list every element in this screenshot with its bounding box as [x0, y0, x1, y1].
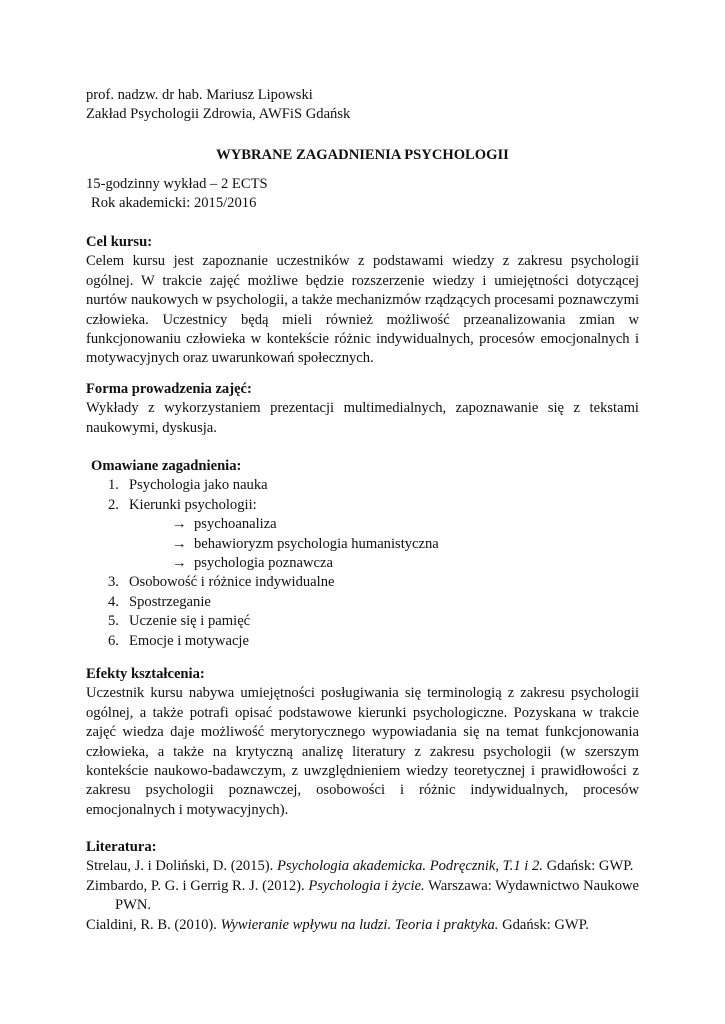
list-number: 2.: [108, 496, 119, 513]
list-number: 4.: [108, 593, 119, 610]
topic-label: Kierunki psychologii:: [129, 496, 257, 513]
subtopic-label: psychoanaliza: [194, 516, 277, 533]
entry-publisher: Gdańsk: GWP.: [502, 916, 589, 933]
subtopic-label: psychologia poznawcza: [194, 555, 333, 572]
learning-outcomes-heading: Efekty kształcenia:: [86, 666, 205, 682]
course-goal-section: [86, 233, 639, 369]
topic-label: Psychologia jako nauka: [129, 477, 268, 494]
topic-label: Osobowość i różnice indywidualne: [129, 574, 335, 591]
arrow-icon: →: [172, 555, 187, 572]
literature-entry: [86, 877, 639, 916]
list-item: [86, 476, 639, 495]
list-number: 6.: [108, 632, 119, 649]
topics-section: [86, 457, 639, 651]
topic-label: Emocje i motywacje: [129, 632, 249, 649]
entry-publisher: Gdańsk: GWP.: [546, 858, 634, 875]
topics-heading: Omawiane zagadnienia:: [91, 458, 242, 474]
literature-heading: Literatura:: [86, 839, 157, 855]
topic-label: Uczenie się i pamięć: [129, 613, 251, 630]
list-item: [86, 632, 639, 651]
author-block: [86, 86, 639, 125]
department-name: Zakład Psychologii Zdrowia, AWFiS Gdańsk: [86, 106, 351, 123]
list-item: [86, 554, 639, 573]
course-hours: 15-godzinny wykład – 2 ECTS: [86, 176, 268, 192]
list-number: 1.: [108, 477, 119, 494]
list-item: [86, 535, 639, 554]
list-item: [86, 612, 639, 631]
course-goal-heading: Cel kursu:: [86, 234, 153, 250]
document-title: WYBRANE ZAGADNIENIA PSYCHOLOGII: [216, 147, 509, 163]
literature-entry: [86, 857, 639, 876]
learning-outcomes-section: [86, 665, 639, 820]
entry-title: Wywieranie wpływu na ludzi. Teoria i praktyka.: [220, 916, 499, 933]
entry-authors: Zimbardo, P. G. i Gerrig R. J. (2012).: [86, 877, 305, 894]
list-item: [86, 593, 639, 612]
topic-label: Spostrzeganie: [129, 593, 211, 610]
arrow-icon: →: [172, 535, 187, 552]
list-item: [86, 573, 639, 592]
entry-title: Psychologia akademicka. Podręcznik, T.1 i 2.: [276, 858, 543, 875]
literature-section: [86, 838, 639, 935]
course-info: [86, 175, 639, 214]
class-form-heading: Forma prowadzenia zajęć:: [86, 381, 252, 397]
entry-publisher: Warszawa: Wydawnictwo Naukowe PWN.: [115, 877, 640, 914]
academic-year: Rok akademicki: 2015/2016: [91, 195, 257, 212]
class-form-text: Wykłady z wykorzystaniem prezentacji multimedialnych, zapoznawanie się z tekstami naukowymi, dyskusja.: [86, 400, 639, 436]
course-goal-text: Celem kursu jest zapoznanie uczestników z podstawami wiedzy z zakresu psychologii ogólnej. W trakcie zajęć możliwe będzie rozszerzenie wiedzy i umiejętności dotyczącej nurtów naukowych w psychologii, a także mechanizmów rządzących procesami poznawczymi człowieka. Uczestnicy będą mieli również możliwość przeanalizowania zmian w funkcjonowaniu człowieka w kontekście różnic indywidualnych, procesów emocjonalnych i motywacyjnych oraz uwarunkowań społecznych.: [86, 253, 639, 367]
list-item: [86, 496, 639, 515]
entry-authors: Strelau, J. i Doliński, D. (2015).: [86, 858, 274, 875]
arrow-icon: →: [172, 516, 187, 533]
subtopic-label: behawioryzm psychologia humanistyczna: [194, 535, 439, 552]
entry-title: Psychologia i życie.: [308, 877, 425, 894]
entry-authors: Cialdini, R. B. (2010).: [86, 916, 217, 933]
class-form-section: [86, 380, 639, 438]
list-item: [86, 515, 639, 534]
author-name: prof. nadzw. dr hab. Mariusz Lipowski: [86, 87, 313, 103]
topics-list: [86, 476, 639, 651]
literature-entry: [86, 916, 639, 935]
list-number: 5.: [108, 613, 119, 630]
learning-outcomes-text: Uczestnik kursu nabywa umiejętności posługiwania się terminologią z zakresu psychologii ogólnej, a także potrafi opisać podstawowe kierunki psychologiczne. Pozyskana w trakcie zajęć wiedza daje możliwość merytorycznego wypowiadania się na temat funkcjonowania człowieka, a także na krytyczną analizę literatury z zakresu psychologii (w szerszym kontekście naukowo-badawczym, z uwzględnieniem wiedzy teoretycznej i prawidłowości z zakresu psychologii poznawczej, osobowości i różnic indywidualnych, procesów emocjonalnych i motywacyjnych).: [86, 685, 639, 818]
list-number: 3.: [108, 574, 119, 591]
